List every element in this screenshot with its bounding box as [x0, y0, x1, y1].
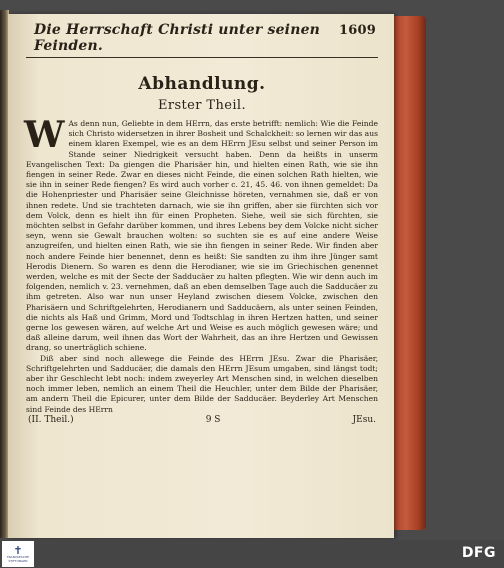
running-head [26, 20, 378, 58]
viewer-footer-bar [0, 540, 504, 568]
part-title: Erster Theil. [157, 98, 247, 113]
paragraph-1 [24, 114, 378, 354]
signature-mark: (II. Theil.) [28, 414, 74, 425]
sheet-signature: 9 S [205, 414, 221, 425]
section-title: Abhandlung. [138, 74, 266, 94]
page-number: 1609 [339, 23, 376, 38]
catchword: JEsu. [352, 414, 376, 425]
body-text [24, 114, 378, 415]
running-head-title: Die Herrschaft Christi unter seinen Feinden. [34, 22, 321, 54]
paragraph-2: Diß aber sind noch allewege die Feinde des HErrn JEsu. Zwar die Pharisäer, Schriftgelehrten und Sadducäer, die damals den HErrn JEsum umgaben, sind längst todt; aber ihr Geschlecht lebt noch: indem zweyerley Art Menschen sind, in welchen dieselben noch immer leben, nemlich an einem Theil die Heuchler, unter dem Bilde der Pharisäer, am andern Theil die Epicurer, unter dem Bilde der Sadducäer. Beyderley Art Menschen sind Feinde des HErrn [26, 353, 378, 414]
dfg-logo[interactable]: DFG [461, 545, 496, 561]
logo-text: FRANCKESCHE STIFTUNGEN [6, 555, 30, 563]
paragraph-1-text: As denn nun, Geliebte in dem HErrn, das erste betrifft: nemlich: Wie die Feinde sich Christo widersetzen in ihrer Bosheit und Schalckheit: so lernen wir das aus einem klaren Exempel, wie es an dem HErrn JEsu selbst und seiner Person im Stande seiner Niedrigkeit versucht haben. Denn da heißts in unserm Evangelischen Text: Da giengen die Pharisäer hin, und hielten einen Rath, wie sie ihn fiengen in seiner Rede. Zwar en dieses nicht Feinde, die einen solchen Rath hielten, wie sie ihn in seiner Rede fiengen? Es wird auch vorher c. 21, 45. 46. von ihnen gemeldet: Da die Hohenpriester und Pharisäer seine Gleichnisse höreten, vernahmen sie, daß er von ihnen redete. Und sie trachteten darnach, wie sie ihn griffen, aber sie fürchten sich vor dem Volck, denn es hielt ihn für einen Propheten. Siehe, weil sie sich fürchten, sie möchten selbst in Gefahr darüber kommen, und ihres Lebens bey dem Volcke nicht sicher seyn, wenn sie Gewalt brauchen wolten: so suchten sie es auf eine andere Weise anzugreifen, und hielten einen Rath, wie sie ihn fiengen in seiner Rede. Wir finden aber noch andere Feinde hier benennet, denn es heißt: Sie sandten zu ihm ihre Jünger samt Herodis Dienern. So waren es denn die Herodianer, wie sie im Griechischen genennet werden, welche es mit der Secte der Sadducäer zu halten pflegten. Wie wir denn auch im folgenden, nemlich v. 23. vernehmen, daß an eben demselben Tage auch die Sadducäer zu ihm getreten. Also war nun unser Heyland zwischen diesem Volcke, zwischen den Pharisäern und Schriftgelehrten, Herodianern und Sadducäern, als unter seinen Feinden, die nichts als Haß und Grimm, Mord und Todtschlag in ihren Hertzen hatten, und seiner gerne los gewesen wären, auf welche Art und Weise es auch möglich gewesen wäre; und daß alleine darum, weil ihnen das Wort der Wahrheit, das an ihre Hertzen und Gewissen drang, so unerträglich schiene. [26, 119, 378, 353]
page-text-block [26, 20, 378, 425]
drop-cap: W [24, 114, 65, 156]
logo-icon: ✝ [13, 544, 23, 557]
institution-logo[interactable] [2, 541, 34, 567]
page-footer-line [26, 415, 378, 425]
